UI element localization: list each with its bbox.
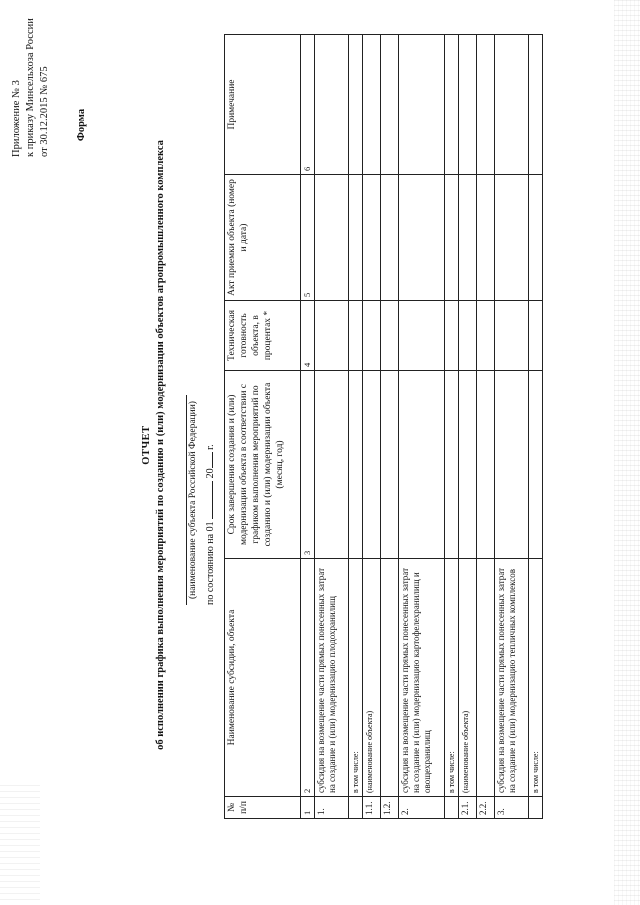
report-table: [224, 34, 543, 819]
row-cell: [459, 301, 477, 371]
column-number: 6: [301, 35, 315, 175]
table-row: [459, 35, 477, 819]
row-number: 1.1.: [363, 797, 381, 819]
year-blank: [202, 452, 213, 468]
row-name: [381, 559, 399, 797]
row-name: в том числе:: [445, 559, 459, 797]
appendix-line-1: Приложение № 3: [11, 80, 22, 157]
column-number-row: [301, 35, 315, 819]
row-cell: [477, 35, 495, 175]
row-cell: [363, 175, 381, 301]
row-number: 1.: [315, 797, 349, 819]
column-number: 3: [301, 371, 315, 559]
header-num: № п/п: [225, 797, 301, 819]
row-cell: [445, 371, 459, 559]
column-number: 1: [301, 797, 315, 819]
table-row: [381, 35, 399, 819]
as-of-suffix: г.: [205, 444, 216, 450]
row-cell: [349, 175, 363, 301]
row-name: [477, 559, 495, 797]
row-name: в том числе:: [349, 559, 363, 797]
table-row: [349, 35, 363, 819]
table-row: [363, 35, 381, 819]
row-cell: [399, 301, 445, 371]
table-row: [445, 35, 459, 819]
row-cell: [529, 175, 543, 301]
row-cell: [495, 35, 529, 175]
row-name: субсидия на возмещение части прямых понесенных затрат на создание и (или) модернизацию плодохранилищ: [315, 559, 349, 797]
header-act: Акт приемки объекта (номер и дата): [225, 175, 301, 301]
column-number: 2: [301, 559, 315, 797]
table-row: [477, 35, 495, 819]
table-row: [315, 35, 349, 819]
row-cell: [477, 371, 495, 559]
appendix-reference: [10, 7, 52, 157]
header-name: Наименование субсидии, объекта: [225, 559, 301, 797]
row-cell: [315, 35, 349, 175]
row-cell: [495, 175, 529, 301]
row-cell: [315, 371, 349, 559]
row-cell: [399, 35, 445, 175]
row-number: [529, 797, 543, 819]
row-cell: [381, 35, 399, 175]
row-cell: [529, 35, 543, 175]
row-cell: [363, 301, 381, 371]
row-cell: [315, 301, 349, 371]
report-title: ОТЧЕТ: [141, 425, 152, 465]
row-name: в том числе:: [529, 559, 543, 797]
row-cell: [399, 371, 445, 559]
row-cell: [381, 175, 399, 301]
row-number: [349, 797, 363, 819]
header-deadline: Срок завершения создания и (или) модернизации объекта в соответствии с графиком выполнения мероприятий по созданию и (или) модернизации объекта (месяц, год): [225, 371, 301, 559]
column-number: 4: [301, 301, 315, 371]
header-note: Примечание: [225, 35, 301, 175]
row-cell: [495, 301, 529, 371]
row-cell: [477, 301, 495, 371]
appendix-line-2: к приказу Минсельхоза России: [25, 18, 36, 157]
row-cell: [495, 371, 529, 559]
form-label: Форма: [76, 108, 87, 142]
table-row: [495, 35, 529, 819]
report-subtitle: об исполнении графика выполнения мероприятий по созданию и (или) модернизации объектов агропромышленного комплекса: [155, 140, 166, 750]
row-number: 2.1.: [459, 797, 477, 819]
row-cell: [529, 301, 543, 371]
table-row: [529, 35, 543, 819]
row-cell: [363, 371, 381, 559]
as-of-prefix: по состоянию на 01: [205, 521, 216, 605]
row-cell: [445, 175, 459, 301]
row-name: субсидия на возмещение части прямых понесенных затрат на создание и (или) модернизацию картофелехранилищ и овощехранилищ: [399, 559, 445, 797]
row-name: (наименование объекта): [363, 559, 381, 797]
row-number: 2.: [399, 797, 445, 819]
row-cell: [349, 371, 363, 559]
table-header-row: [225, 35, 301, 819]
appendix-line-3: от 30.12.2015 № 675: [39, 66, 50, 157]
row-number: 1.2.: [381, 797, 399, 819]
row-number: 2.2.: [477, 797, 495, 819]
row-cell: [381, 301, 399, 371]
row-cell: [363, 35, 381, 175]
row-number: [445, 797, 459, 819]
month-blank: [202, 481, 213, 519]
row-cell: [445, 35, 459, 175]
row-cell: [349, 35, 363, 175]
row-cell: [381, 371, 399, 559]
row-cell: [315, 175, 349, 301]
column-number: 5: [301, 175, 315, 301]
row-number: 3.: [495, 797, 529, 819]
row-cell: [445, 301, 459, 371]
report-title-block: [140, 65, 168, 825]
row-name: субсидия на возмещение части прямых понесенных затрат на создание и (или) модернизацию тепличных комплексов: [495, 559, 529, 797]
row-cell: [477, 175, 495, 301]
as-of-year: 20: [205, 468, 216, 479]
table-row: [399, 35, 445, 819]
row-cell: [459, 175, 477, 301]
subject-caption: (наименование субъекта Российской Федерации): [186, 395, 198, 605]
row-name: (наименование объекта): [459, 559, 477, 797]
row-cell: [349, 301, 363, 371]
row-cell: [459, 371, 477, 559]
row-cell: [459, 35, 477, 175]
header-readiness: Техническая готовность объекта, в процентах *: [225, 301, 301, 371]
row-cell: [529, 371, 543, 559]
as-of-date-line: [202, 375, 216, 605]
row-cell: [399, 175, 445, 301]
